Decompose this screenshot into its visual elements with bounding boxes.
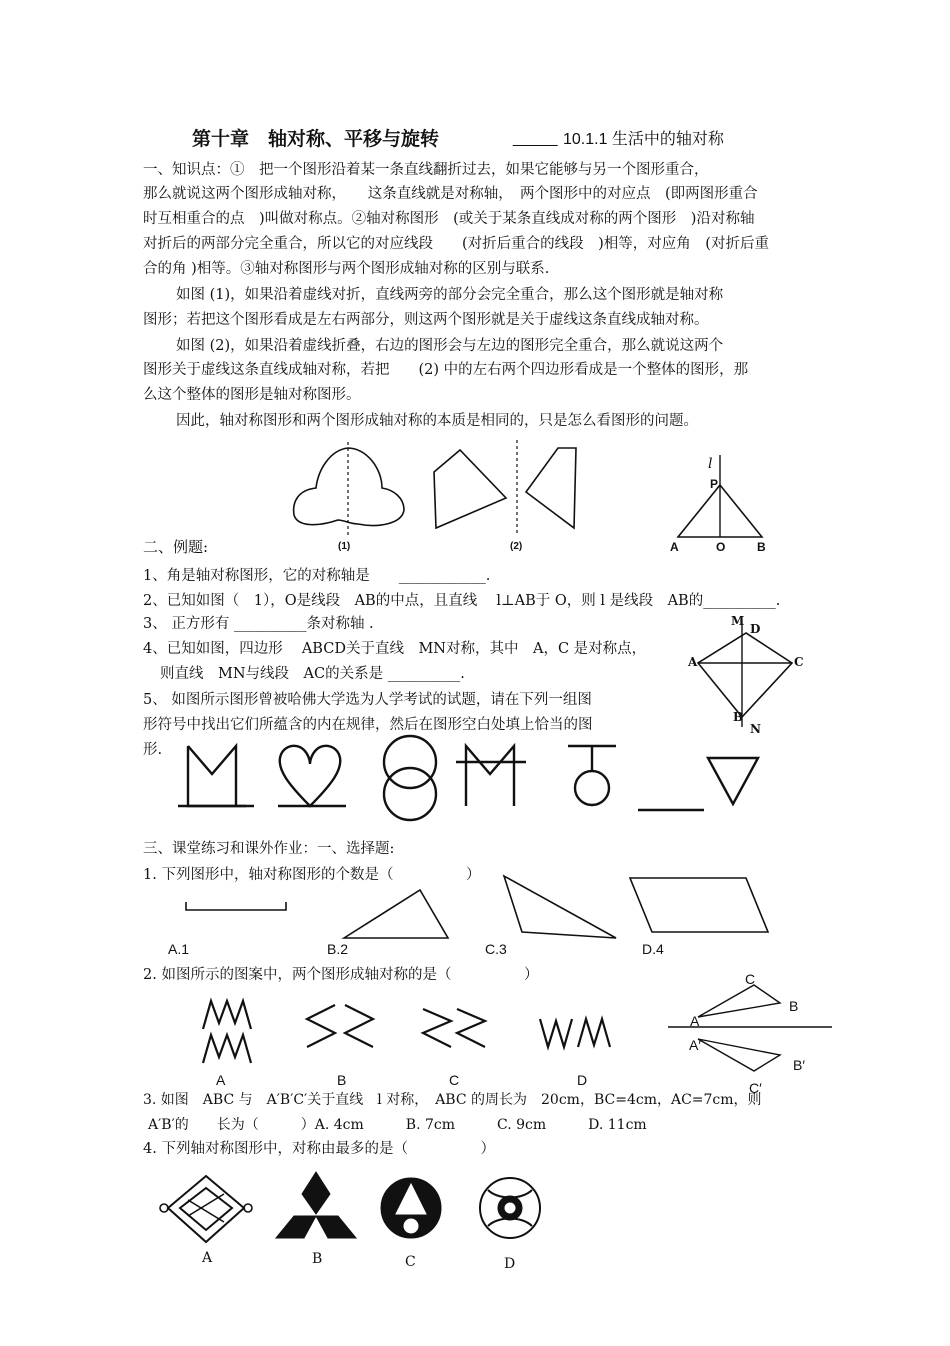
q2-option-a: A <box>216 1072 226 1088</box>
q2-point-A: A <box>690 1013 700 1029</box>
exercise-q3-line-2: A′B′的 长为（ ）A. 4cm B. 7cm C. 9cm D. 11cm <box>148 1117 647 1133</box>
example-q5-line-1: 5、 如图所示图形曾被哈佛大学选为人学考试的试题，请在下列一组图 <box>143 692 592 708</box>
example-q4-line-1: 4、已知如图，四边形 ABCD关于直线 MN对称，其中 A，C 是对称点， <box>143 641 647 657</box>
knowledge-line-2: 那么就说这两个图形成轴对称， 这条直线就是对称轴， 两个图形中的对应点 (即两图形重合 <box>143 186 758 202</box>
q2-option-b: B <box>337 1072 347 1088</box>
example-q3: 3、 正方形有 __________条对称轴 . <box>143 616 374 632</box>
figure-1-leaf <box>290 440 410 540</box>
exercise-q3-line-1: 3. 如图 ABC 与 A′B′C′关于直线 l 对称， ABC 的周长为 20cm，BC=4cm，AC=7cm，则 <box>143 1092 762 1108</box>
q4-option-c: C <box>405 1254 416 1270</box>
q1-option-b: B.2 <box>327 941 349 957</box>
q1-option-c: C.3 <box>485 941 507 957</box>
para1-line-1: 如图 (1)，如果沿着虚线对折，直线两旁的部分会完全重合，那么这个图形就是轴对称 <box>176 287 724 303</box>
para2-line-2: 图形关于虚线这条直线成轴对称，若把 (2) 中的左右两个四边形看成是一个整体的图形，那 <box>143 362 749 378</box>
page-title: 第十章 轴对称、平移与旋转 <box>192 128 440 150</box>
page-subtitle: 10.1.1 生活中的轴对称 <box>563 131 724 148</box>
example-q1: 1、角是轴对称图形，它的对称轴是 ____________. <box>143 568 491 584</box>
q2-point-B-prime: B′ <box>793 1057 805 1073</box>
example-q5-line-2: 形符号中找出它们所蕴含的内在规律，然后在图形空白处填上恰当的图 <box>143 717 593 733</box>
symbol-sequence <box>170 740 780 830</box>
figure-2-label: (2) <box>510 541 523 552</box>
q1-shapes <box>180 872 780 944</box>
point-B: B <box>757 540 766 554</box>
q2-option-c: C <box>449 1072 460 1088</box>
q2-point-B: B <box>789 998 799 1014</box>
exercise-q1: 1. 下列图形中，轴对称图形的个数是（ ） <box>143 867 481 883</box>
kite-N: N <box>750 722 761 736</box>
para2-line-3: 么这个整体的图形是轴对称图形。 <box>143 387 361 403</box>
q2-option-d: D <box>577 1072 588 1088</box>
point-l: l <box>708 456 713 472</box>
title-blank: _____ <box>513 130 558 147</box>
kite-A: A <box>688 655 698 669</box>
figure-1-label: (1) <box>338 541 351 552</box>
example-q2: 2、已知如图（ 1），O是线段 AB的中点，且直线 l⊥AB于 O，则 l 是线段 AB的__________. <box>143 593 781 609</box>
exercise-q2: 2. 如图所示的图案中，两个图形成轴对称的是（ ） <box>143 967 539 983</box>
knowledge-line-4: 对折后的两部分完全重合，所以它的对应线段 (对折后重合的线段 )相等，对应角 (对折后重 <box>143 236 769 252</box>
exercises-heading: 三、课堂练习和课外作业：一、选择题: <box>143 841 395 857</box>
q2-point-C: C <box>745 971 756 987</box>
knowledge-line-5: 合的角 )相等。③轴对称图形与两个图形成轴对称的区别与联系. <box>143 261 550 277</box>
figure-2-quadrilaterals <box>430 440 580 540</box>
para2-line-1: 如图 (2)，如果沿着虚线折叠，右边的图形会与左边的图形完全重合，那么就说这两个 <box>176 338 724 354</box>
q4-option-a: A <box>202 1250 213 1266</box>
para3: 因此，轴对称图形和两个图形成轴对称的本质是相同的，只是怎么看图形的问题。 <box>176 413 698 429</box>
q2-point-A-prime: A′ <box>689 1037 701 1053</box>
exercise-q4: 4. 下列轴对称图形中，对称由最多的是（ ） <box>143 1141 495 1157</box>
point-O: O <box>716 540 726 554</box>
examples-heading: 二、例题: <box>143 538 209 556</box>
kite-B: B <box>733 710 744 724</box>
knowledge-line-1: 一、知识点：① 把一个图形沿着某一条直线翻折过去，如果它能够与另一个图形重合， <box>143 162 709 178</box>
kite-M: M <box>731 614 745 628</box>
figure-triangle-axis <box>670 455 770 540</box>
point-A: A <box>670 540 679 554</box>
q4-option-b: B <box>312 1251 323 1267</box>
q4-symbols <box>158 1170 558 1250</box>
q2-reflected-triangles <box>668 975 838 1095</box>
kite-D: D <box>750 622 761 636</box>
point-P: P <box>710 477 719 491</box>
q2-patterns <box>195 995 645 1070</box>
para1-line-2: 图形；若把这个图形看成是左右两部分，则这两个图形就是关于虚线这条直线成轴对称。 <box>143 312 709 328</box>
q1-option-d: D.4 <box>642 941 664 957</box>
knowledge-line-3: 时互相重合的点 )叫做对称点。②轴对称图形 (或关于某条直线成对称的两个图形 )沿对称轴 <box>143 211 755 227</box>
q4-option-d: D <box>504 1256 516 1272</box>
q1-option-a: A.1 <box>168 941 190 957</box>
kite-C: C <box>794 655 804 669</box>
q2-point-C-prime: C′ <box>749 1080 762 1096</box>
example-q4-line-2: 则直线 MN与线段 AC的关系是 __________. <box>160 666 465 682</box>
example-q5-line-3: 形. <box>143 742 163 758</box>
